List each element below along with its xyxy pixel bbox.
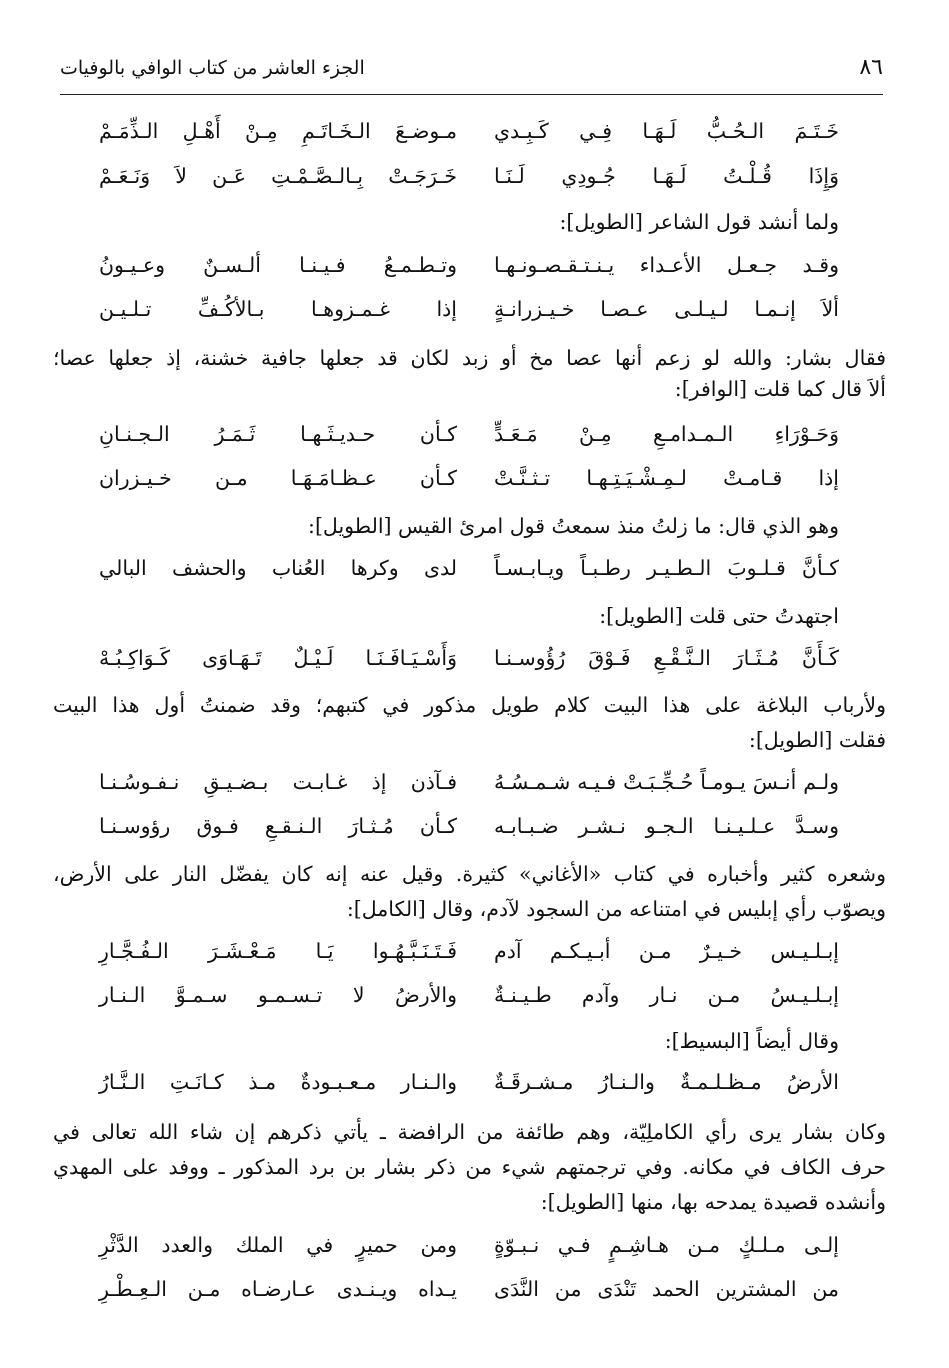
verse-second-hemistich: وتـطـمـعُ فـيـنـا ألـسـنٌ وعـيـونُ xyxy=(99,253,457,277)
verse-first-hemistich: إلـى مـلـكٍ مـن هـاشِـمٍ فـي نـبـوّةٍ xyxy=(494,1233,839,1257)
prose-line: ألاَ قال كما قلت [الوافر]: xyxy=(674,377,886,401)
verse-first-hemistich: ولـم أنـسَ يـومـاً حُـجِّـبَـتْ فـيـه شـمـسُـهُ xyxy=(494,770,839,794)
verse-first-hemistich: ألاَ إنـمـا لـيـلـى عـصـا خـيـزرانـةٍ xyxy=(494,297,839,321)
prose-line: وهو الذي قال: ما زلتُ منذ سمعتُ قول امرئ القيس [الطويل]: xyxy=(308,514,839,538)
verse-first-hemistich: من المشترين الحمد تَنْدَى من النَّدَى xyxy=(494,1277,839,1301)
verse-second-hemistich: فَـتَـنَـبَّـهُـوا يَـا مَـعْـشَـرَ الـفُـجَّـارِ xyxy=(99,939,457,963)
prose-line: ولأرباب البلاغة على هذا البيت كلام طويل مذكور في كتبهم؛ وقد ضمنتُ أول هذا البيت xyxy=(53,693,886,717)
prose-line: اجتهدتُ حتى قلت [الطويل]: xyxy=(599,604,839,628)
verse-second-hemistich: إذا غـمـزوهـا بـالأكُـفِّ تـلـيـن xyxy=(99,297,457,321)
running-title: الجزء العاشر من كتاب الوافي بالوفيات xyxy=(60,57,365,79)
verse-first-hemistich: وقـد جـعـل الأعـداء يـنـتـقـصـونـهـا xyxy=(494,253,839,277)
prose-line: فقلت [الطويل]: xyxy=(748,728,886,752)
verse-first-hemistich: وسـدَّ عـلـيـنـا الـجـو نـشـر ضـبـابـه xyxy=(494,814,839,838)
verse-first-hemistich: الأرضُ مـظـلـمـةٌ والـنـارُ مـشـرقَـةٌ xyxy=(494,1070,839,1094)
verse-first-hemistich: خَـتَـمَ الـحُـبُّ لَـهَـا فِـي كَـبِـدي xyxy=(494,119,839,143)
prose-line: وقال أيضاً [البسيط]: xyxy=(664,1029,839,1053)
verse-second-hemistich: كـأن مُـثـارَ الـنـقـعِ فـوق رؤوسـنـا xyxy=(99,814,457,838)
page-number: ٨٦ xyxy=(859,55,883,80)
prose-line: وشعره كثير وأخباره في كتاب «الأغاني» كثيرة. وقيل عنه إنه كان يفضّل النار على الأرض، xyxy=(53,862,886,886)
prose-line: حرف الكاف في مكانه. وفي ترجمتهم شيء من ذكر بشار بن برد المذكور ـ ووفد على المهدي xyxy=(53,1155,886,1179)
verse-first-hemistich: وَإِذَا قُـلْـتُ لَـهَـا جُـودِي لَـنَـا xyxy=(494,164,839,188)
prose-line: ولما أنشد قول الشاعر [الطويل]: xyxy=(559,210,839,234)
page-header xyxy=(60,50,883,86)
verse-first-hemistich: إبـلـيـسُ مـن نـار وآدم طـيـنـةٌ xyxy=(494,983,839,1007)
prose-line: وأنشده قصيدة يمدحه بها، منها [الطويل]: xyxy=(540,1190,886,1214)
verse-second-hemistich: كـأن عـظـامَـهَـا مـن خـيـزران xyxy=(99,466,457,490)
verse-second-hemistich: لدى وكرها العُناب والحشف البالي xyxy=(99,556,457,580)
verse-first-hemistich: وَحَـوْرَاءِ الـمـدامـعِ مِـنْ مَـعَـدٍّ xyxy=(494,422,839,446)
verse-second-hemistich: فـآذن إذ غـابـت بـضـيـقِ نـفـوسُـنـا xyxy=(99,770,457,794)
verse-first-hemistich: كَـأَنَّ مُـثَـارَ الـنَّـقْـعِ فَـوْقَ رُؤُوسـنـا xyxy=(494,646,839,670)
verse-second-hemistich: والأرضُ لا تـسـمـو سـمـوَّ الـنـار xyxy=(99,983,457,1007)
verse-first-hemistich: إبـلـيـس خـيـرٌ مـن أبـيـكـم آدم xyxy=(494,939,839,963)
verse-second-hemistich: والـنـار مـعـبـودةٌ مـذ كـانَـتِ الـنَّـارُ xyxy=(99,1070,457,1094)
prose-line: وكان بشار يرى رأي الكاملِيّة، وهم طائفة من الرافضة ـ يأتي ذكرهم إن شاء الله تعالى في xyxy=(53,1120,886,1144)
header-divider xyxy=(60,94,883,95)
verse-first-hemistich: إذا قـامـتْ لـمِـشْـيَـتِـهـا تـثـنَّـتْ xyxy=(494,466,839,490)
verse-second-hemistich: ومن حميرٍ في الملك والعدد الدَّثْرِ xyxy=(99,1233,457,1257)
prose-line: فقال بشار: والله لو زعم أنها عصا مخ أو زبد لكان قد جعلها جافية خشنة، إذ جعلها عصا؛ xyxy=(53,346,886,370)
verse-second-hemistich: كـأن حـديـثَـهـا ثَـمَـرُ الـجـنـانِ xyxy=(99,422,457,446)
verse-second-hemistich: يـداه ويـنـدى عـارضـاه مـن الـعِـطْـرِ xyxy=(99,1277,457,1301)
verse-second-hemistich: مـوضـعَ الـخَـاتَـمِ مِـنْ أَهْـلِ الـذِّمَـمْ xyxy=(99,119,457,143)
verse-second-hemistich: وَأَسْـيَـافَـنَـا لَـيْـلٌ تَـهَـاوَى كَـوَاكِـبُـهْ xyxy=(99,646,457,670)
verse-first-hemistich: كـأنَّ قـلـوبَ الـطـيـر رطـبـاً ويـابـسـاً xyxy=(494,556,839,580)
verse-second-hemistich: خَـرَجَـتْ بِـالـصَّـمْـتِ عَـن لاَ وَنَـعَـمْ xyxy=(99,164,457,188)
prose-line: ويصوّب رأي إبليس في امتناعه من السجود لآدم، وقال [الكامل]: xyxy=(346,897,886,921)
